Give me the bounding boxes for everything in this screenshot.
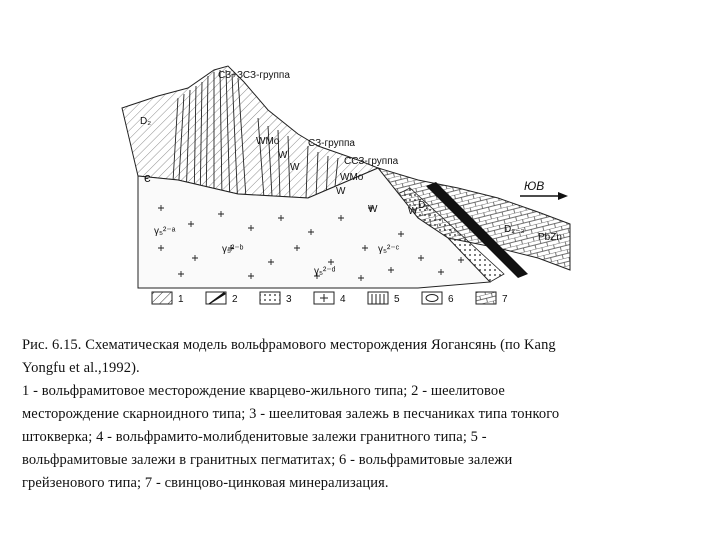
label-w-3: W xyxy=(336,186,346,197)
label-gamma-c: γ₅²⁻ᶜ xyxy=(378,244,400,255)
label-pbzn: PbZn xyxy=(538,232,562,243)
legend-swatch-1 xyxy=(152,292,172,304)
legend-swatch-7 xyxy=(476,292,496,304)
label-w-1: W xyxy=(278,150,288,161)
label-group-mid: СЗ-группа xyxy=(308,138,355,149)
label-group-top: СЗ+ЗСЗ-группа xyxy=(218,70,290,81)
legend-label-1: 1 xyxy=(178,294,184,305)
caption-line-7: грейзенового типа; 7 - свинцово-цинковая минерализация. xyxy=(22,475,389,491)
legend-label-2: 2 xyxy=(232,294,238,305)
caption-line-4: месторождение скарноидного типа; 3 - шеелитовая залежь в песчаниках типа тонкого xyxy=(22,406,560,422)
legend-swatch-5 xyxy=(368,292,388,304)
caption-line-5: штокверка; 4 - вольфрамито-молибденитовые залежи гранитного типа; 5 - xyxy=(22,429,487,445)
legend-label-6: 6 xyxy=(448,294,454,305)
legend xyxy=(152,292,508,305)
label-w-2: W xyxy=(290,162,300,173)
caption-line-6: вольфрамитовые залежи в гранитных пегматитах; 6 - вольфрамитовые залежи xyxy=(22,452,513,468)
label-w-4: W xyxy=(368,204,378,215)
label-epsilon: є xyxy=(144,170,151,185)
label-d2-right: D₂ xyxy=(418,200,430,211)
geological-figure xyxy=(118,48,580,310)
legend-swatch-3 xyxy=(260,292,280,304)
label-w-5: W xyxy=(408,206,418,217)
label-d2-left: D₂ xyxy=(140,116,152,127)
label-wmo-2: WMo xyxy=(340,172,364,183)
label-d23: D₂₋₃ xyxy=(504,224,525,235)
caption-line-2: Yongfu et al.,1992). xyxy=(22,360,140,376)
caption-line-1: Рис. 6.15. Схематическая модель вольфрамового месторождения Яогансянь (по Kang xyxy=(22,337,556,353)
legend-swatch-6 xyxy=(422,292,442,304)
figure-caption xyxy=(22,334,642,495)
label-gamma-a: γ₅²⁻ᵃ xyxy=(154,226,176,237)
direction-arrow xyxy=(520,192,568,200)
schematic-cross-section xyxy=(118,48,580,310)
caption-line-3: 1 - вольфрамитовое месторождение кварцево-жильного типа; 2 - шеелитовое xyxy=(22,383,505,399)
legend-label-5: 5 xyxy=(394,294,400,305)
legend-label-7: 7 xyxy=(502,294,508,305)
legend-label-4: 4 xyxy=(340,294,346,305)
label-gamma-d: γ₅²⁻ᵈ xyxy=(314,266,336,277)
legend-label-3: 3 xyxy=(286,294,292,305)
label-group-ssz: ССЗ-группа xyxy=(344,156,399,167)
label-direction: ЮВ xyxy=(524,179,545,193)
label-wmo-1: WMo xyxy=(256,136,280,147)
label-gamma-b: γ₅²⁻ᵇ xyxy=(222,244,244,255)
